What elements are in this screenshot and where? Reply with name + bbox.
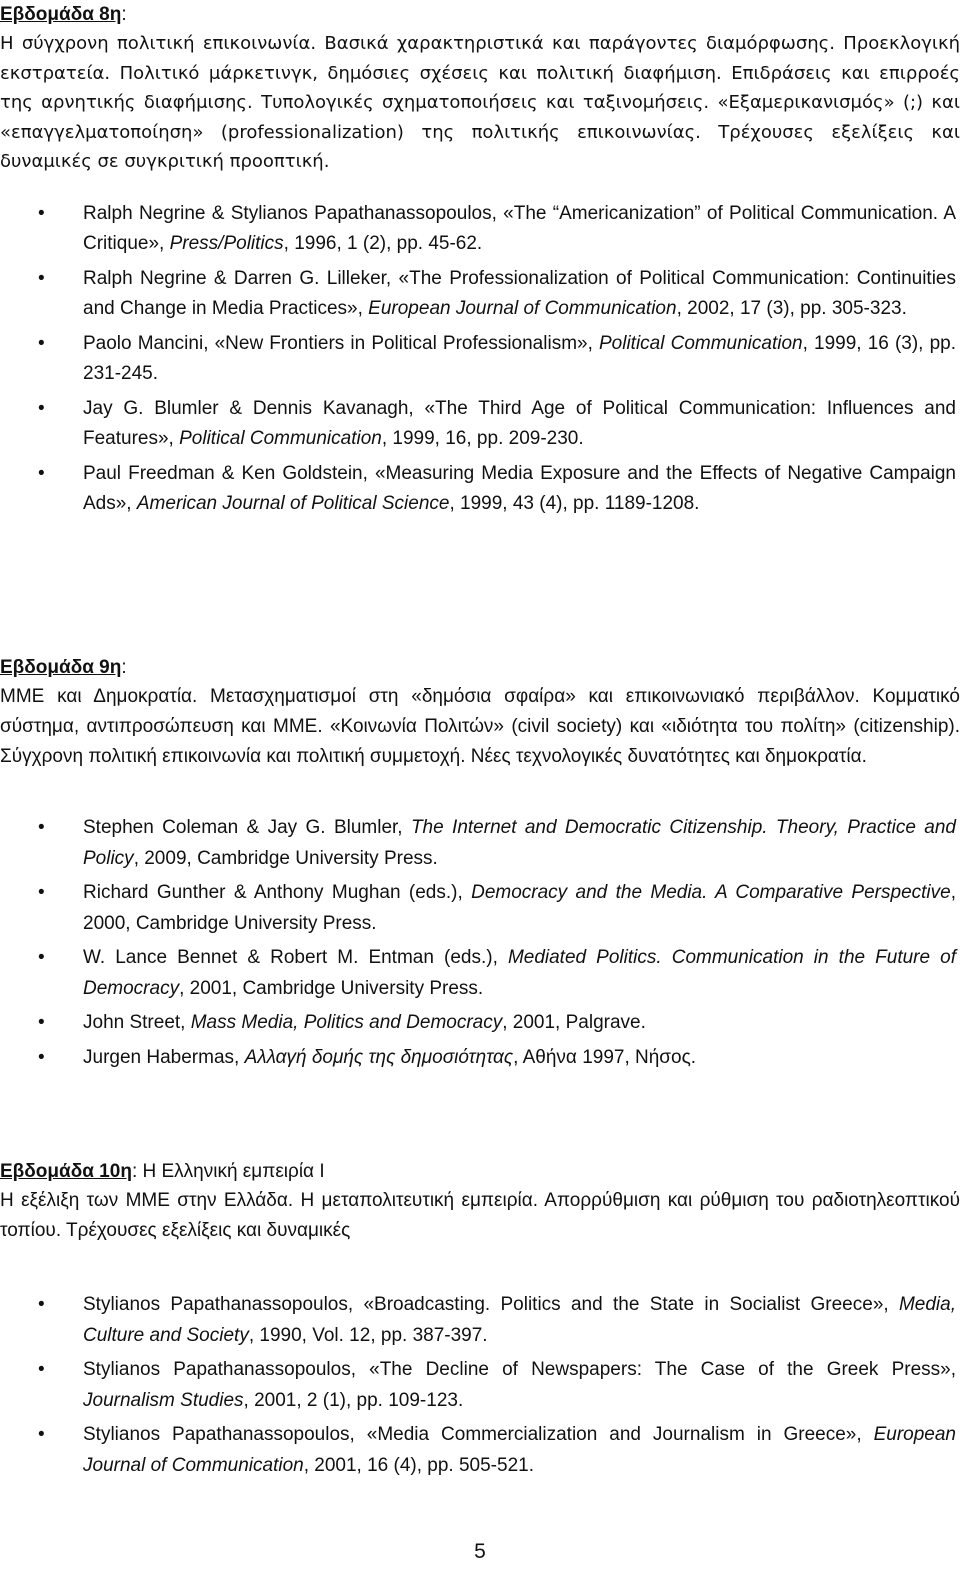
bullet-icon: • — [38, 882, 45, 903]
week10-colon: : — [131, 1161, 138, 1182]
week8-description: Η σύγχρονη πολιτική επικοινωνία. Βασικά χαρακτηριστικά και παράγοντες διαμόρφωσης. Προεκλογική εκστρατεία. Πολιτικό μάρκετινγκ, δημόσιες σχέσεις και πολιτική διαφήμιση. Επιδράσεις και επιρροές της αρνητικής διαφήμισης. Τυπολογικές σχηματοποιήσεις και ταξινομήσεις. «Εξαμερικανισμός» (;) και «επαγγελματοποίηση» (professionalization) της πολιτικής επικοινωνίας. Τρέχουσες εξελίξεις και δυναμικές σε συγκριτική προοπτική. — [0, 33, 960, 172]
bullet-icon: • — [38, 1046, 45, 1068]
reference-publication: American Journal of Political Science — [136, 493, 450, 514]
reference-details: , 1996, 1 (2), pp. 45-62. — [283, 233, 483, 254]
bullet-icon: • — [38, 332, 45, 354]
reference-authors-title: Stylianos Papathanassopoulos, «Broadcasting. Politics and the State in Socialist Greece», — [83, 1294, 899, 1315]
bullet-icon: • — [38, 1294, 45, 1315]
week10-section — [0, 1157, 960, 1485]
bullet-icon: • — [38, 947, 45, 968]
reference-details: , 2001, 16 (4), pp. 505-521. — [303, 1454, 534, 1476]
bullet-icon: • — [38, 1359, 45, 1380]
reference-authors-title: Paul Freedman & Ken Goldstein, «Measuring Media Exposure and the Effects of Negative Campaign Ads», — [83, 462, 956, 514]
reference-details: , 2001, Palgrave. — [502, 1012, 646, 1033]
reference-authors-title: Ralph Negrine & Stylianos Papathanassopoulos, «The “Americanization” of Political Communication. A Critique», — [83, 202, 956, 254]
reference-publication: Journalism Studies — [83, 1389, 244, 1411]
reference-item — [0, 1355, 960, 1416]
reference-authors-title: Jurgen Habermas, — [83, 1046, 245, 1068]
week10-title: Η Ελληνική εμπειρία Ι — [137, 1161, 325, 1182]
reference-item — [0, 813, 960, 874]
reference-authors-title: Ralph Negrine & Darren G. Lilleker, «The Professionalization of Political Communication: Continuities and Change in Media Practices», — [83, 267, 956, 319]
bullet-icon: • — [38, 202, 45, 224]
week10-label: Εβδομάδα 10η — [0, 1161, 132, 1182]
bullet-icon: • — [38, 1424, 45, 1445]
reference-publication: Democracy and the Media. A Comparative Perspective — [471, 882, 951, 903]
reference-item — [0, 394, 960, 455]
reference-publication: European Journal of Communication — [368, 298, 677, 319]
reference-details: , Αθήνα 1997, Νήσος. — [513, 1046, 697, 1068]
week9-reference-list — [0, 813, 960, 1073]
week10-reference-list — [0, 1290, 960, 1481]
week9-label: Εβδομάδα 9η — [0, 657, 122, 678]
week9-section — [0, 653, 960, 1077]
week8-heading — [0, 0, 960, 29]
page-number: 5 — [474, 1540, 486, 1563]
reference-details: , 2009, Cambridge University Press. — [133, 847, 438, 869]
reference-details: , 1999, 43 (4), pp. 1189-1208. — [449, 493, 700, 514]
reference-publication: European Journal of Communication — [83, 1424, 956, 1476]
reference-publication: Political Communication — [599, 332, 803, 354]
reference-item — [0, 1290, 960, 1351]
reference-authors-title: Stylianos Papathanassopoulos, «Media Commercialization and Journalism in Greece», — [83, 1424, 874, 1445]
reference-item — [0, 459, 960, 520]
reference-item — [0, 264, 960, 325]
reference-publication: Mediated Politics. Communication in the Future of Democracy — [83, 947, 956, 999]
week8-colon: : — [121, 4, 127, 25]
reference-details: , 1999, 16 (3), pp. 231-245. — [83, 332, 956, 384]
reference-item — [0, 1043, 960, 1074]
reference-authors-title: Richard Gunther & Anthony Mughan (eds.), — [83, 882, 472, 903]
reference-publication: Political Communication — [179, 428, 382, 449]
week9-heading — [0, 653, 960, 682]
week10-heading — [0, 1157, 960, 1186]
reference-authors-title: Stylianos Papathanassopoulos, «The Decline of Newspapers: The Case of the Greek Press», — [83, 1359, 956, 1380]
reference-details: , 1990, Vol. 12, pp. 387-397. — [248, 1324, 488, 1346]
reference-publication: Media, Culture and Society — [83, 1294, 956, 1346]
reference-authors-title: John Street, — [83, 1012, 191, 1033]
week8-reference-list — [0, 199, 960, 520]
reference-authors-title: W. Lance Bennet & Robert M. Entman (eds.), — [83, 947, 508, 968]
week10-description: Η εξέλιξη των ΜΜΕ στην Ελλάδα. Η μεταπολιτευτική εμπειρία. Απορρύθμιση και ρύθμιση του ραδιοτηλεοπτικού τοπίου. Τρέχουσες εξελίξεις και δυναμικές — [0, 1190, 960, 1241]
reference-details: , 2002, 17 (3), pp. 305-323. — [676, 298, 907, 319]
reference-details: , 2000, Cambridge University Press. — [83, 882, 956, 934]
reference-authors-title: Jay G. Blumler & Dennis Kavanagh, «The Third Age of Political Communication: Influences and Features», — [83, 397, 956, 449]
reference-authors-title: Stephen Coleman & Jay G. Blumler, — [83, 817, 411, 838]
reference-item — [0, 943, 960, 1004]
reference-publication: Αλλαγή δομής της δημοσιότητας — [244, 1046, 514, 1068]
bullet-icon: • — [38, 397, 45, 419]
reference-item — [0, 1420, 960, 1481]
reference-publication: Mass Media, Politics and Democracy — [190, 1012, 503, 1033]
reference-publication: Press/Politics — [169, 233, 284, 254]
bullet-icon: • — [38, 817, 45, 838]
reference-details: , 2001, 2 (1), pp. 109-123. — [243, 1389, 464, 1411]
bullet-icon: • — [38, 1012, 45, 1033]
bullet-icon: • — [38, 267, 45, 289]
week8-label: Εβδομάδα 8η — [0, 4, 122, 25]
reference-item — [0, 329, 960, 390]
week8-section — [0, 0, 960, 524]
bullet-icon: • — [38, 462, 45, 484]
reference-publication: The Internet and Democratic Citizenship. Theory, Practice and Policy — [83, 817, 956, 869]
reference-item — [0, 878, 960, 939]
week9-description: ΜΜΕ και Δημοκρατία. Μετασχηματισμοί στη «δημόσια σφαίρα» και επικοινωνιακό περιβάλλον. Κομματικό σύστημα, αντιπροσώπευση και ΜΜΕ. «Κοινωνία Πολιτών» (civil society) και «ιδιότητα του πολίτη» (citizenship). Σύγχρονη πολιτική επικοινωνία και πολιτική συμμετοχή. Νέες τεχνολογικές δυνατότητες και δημοκρατία. — [0, 686, 960, 767]
reference-details: , 2001, Cambridge University Press. — [179, 977, 484, 999]
week9-colon: : — [121, 657, 127, 678]
reference-item — [0, 199, 960, 260]
reference-item — [0, 1008, 960, 1039]
reference-authors-title: Paolo Mancini, «New Frontiers in Political Professionalism», — [83, 332, 599, 354]
reference-details: , 1999, 16, pp. 209-230. — [381, 428, 584, 449]
